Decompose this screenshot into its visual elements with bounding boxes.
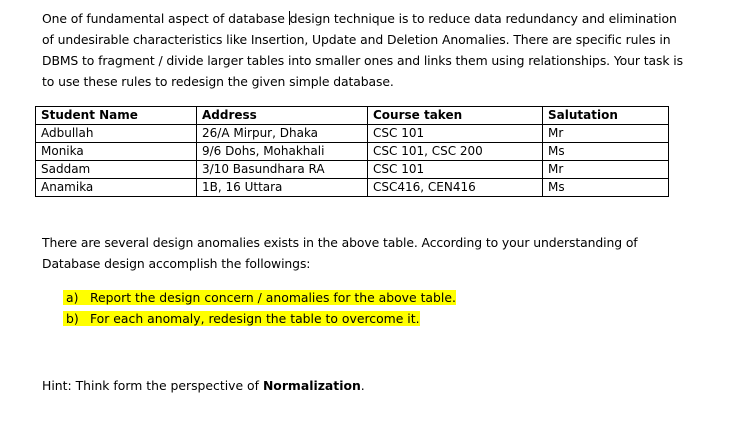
- table-row: [36, 161, 669, 179]
- cell-address: 1B, 16 Uttara: [197, 179, 368, 197]
- task-marker-b: b): [66, 311, 79, 326]
- table-row: [36, 143, 669, 161]
- cell-student-name: Adbullah: [36, 125, 197, 143]
- intro-line-2: of undesirable characteristics like Insertion, Update and Deletion Anomalies. There are specific rules in: [42, 32, 671, 47]
- header-student-name: Student Name: [36, 107, 197, 125]
- cell-address: 26/A Mirpur, Dhaka: [197, 125, 368, 143]
- cell-salutation: Mr: [543, 125, 669, 143]
- intro-line-1-start: One of fundamental aspect of database: [42, 11, 289, 26]
- anomaly-line-2: Database design accomplish the followings:: [42, 256, 311, 271]
- cell-salutation: Mr: [543, 161, 669, 179]
- cell-salutation: Ms: [543, 179, 669, 197]
- cell-address: 9/6 Dohs, Mohakhali: [197, 143, 368, 161]
- task-item-a: [63, 287, 456, 308]
- hint-keyword: Normalization: [262, 378, 361, 393]
- cell-student-name: Anamika: [36, 179, 197, 197]
- hint-prefix: Hint: Think form the perspective of: [42, 378, 263, 393]
- cell-address: 3/10 Basundhara RA: [197, 161, 368, 179]
- intro-line-1: [42, 8, 682, 29]
- cell-course-taken: CSC 101: [368, 125, 543, 143]
- cell-student-name: Monika: [36, 143, 197, 161]
- task-text-a: Report the design concern / anomalies for the above table.: [90, 290, 456, 305]
- task-item-b: [63, 308, 456, 329]
- intro-line-3: DBMS to fragment / divide larger tables into smaller ones and links them using relationships. Your task is: [42, 53, 683, 68]
- intro-line-1-end: design technique is to reduce data redundancy and elimination: [289, 11, 677, 26]
- table-header-row: [36, 107, 669, 125]
- table-row: [36, 179, 669, 197]
- task-list: [63, 287, 456, 329]
- anomaly-line-1: There are several design anomalies exists in the above table. According to your understanding of: [42, 235, 638, 250]
- cell-student-name: Saddam: [36, 161, 197, 179]
- cell-course-taken: CSC 101, CSC 200: [368, 143, 543, 161]
- cell-salutation: Ms: [543, 143, 669, 161]
- hint-suffix: .: [360, 378, 365, 393]
- task-marker-a: a): [66, 290, 79, 305]
- table-row: [36, 125, 669, 143]
- student-table: [35, 106, 669, 197]
- hint-text: [42, 375, 365, 396]
- task-text-b: For each anomaly, redesign the table to overcome it.: [90, 311, 420, 326]
- intro-line-4: to use these rules to redesign the given simple database.: [42, 74, 394, 89]
- header-salutation: Salutation: [543, 107, 669, 125]
- intro-paragraph: [42, 8, 682, 92]
- cell-course-taken: CSC416, CEN416: [368, 179, 543, 197]
- header-course-taken: Course taken: [368, 107, 543, 125]
- anomaly-paragraph: [42, 232, 682, 274]
- header-address: Address: [197, 107, 368, 125]
- cell-course-taken: CSC 101: [368, 161, 543, 179]
